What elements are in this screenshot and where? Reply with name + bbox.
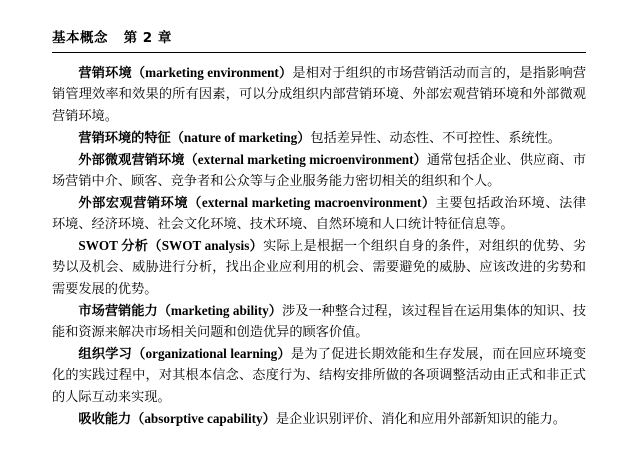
term-label: 市场营销能力 (78, 302, 158, 318)
term-english: （SWOT analysis） (148, 238, 264, 253)
definition-paragraph (52, 235, 586, 299)
term-label: 组织学习 (78, 345, 133, 361)
term-english: （marketing ability） (157, 302, 283, 318)
definition-paragraph (52, 343, 586, 407)
term-body: 是相对于组织的市场营销活动而言的，是指影响营销管理效率和效果的所有因素，可以分成组织内部营销环境、外部宏观营销环境和外部微观营销环境。 (52, 65, 587, 123)
term-body: 是为了促进长期效能和生存发展，而在回应环境变化的实践过程中，对其根本信念、态度行为、结构安排所做的各项调整活动由正式和非正式的人际互动来实现。 (52, 345, 587, 404)
term-english: （organizational learning） (132, 345, 291, 361)
term-body: 主要包括政治环境、法律环境、经济环境、社会文化环境、技术环境、自然环境和人口统计特征信息等。 (52, 194, 587, 232)
term-label: 吸收能力 (78, 410, 132, 426)
definition-paragraph (52, 408, 586, 429)
term-label: 营销环境 (78, 65, 132, 80)
term-label: SWOT 分析 (78, 238, 149, 253)
term-english: （external marketing macroenvironment） (188, 194, 436, 210)
term-english: （marketing environment） (131, 65, 293, 80)
term-label: 外部宏观营销环境 (78, 194, 189, 210)
page-title: 基本概念 第 2 章 (52, 30, 172, 46)
term-english: （nature of marketing） (170, 129, 311, 145)
term-body: 通常包括企业、供应商、市场营销中介、顾客、竞争者和公众等与企业服务能力密切相关的组织和个人。 (52, 151, 586, 188)
definition-paragraph (52, 127, 586, 148)
term-body: 包括差异性、动态性、不可控性、系统性。 (310, 129, 561, 145)
definition-paragraph (52, 300, 586, 343)
definition-paragraph (52, 149, 586, 192)
term-body: 涉及一种整合过程，该过程旨在运用集体的知识、技能和资源来解决市场相关问题和创造优异的顾客价值。 (52, 302, 587, 339)
definition-paragraph (52, 62, 586, 126)
term-body: 是企业识别评价、消化和应用外部新知识的能力。 (275, 410, 566, 426)
term-english: （external marketing microenvironment） (184, 151, 427, 167)
term-body: 实际上是根据一个组织自身的条件，对组织的优势、劣势以及机会、威胁进行分析，找出企业应利用的机会、需要避免的威胁、应该改进的劣势和需要发展的优势。 (52, 238, 587, 296)
term-label: 外部微观营销环境 (78, 151, 185, 167)
term-label: 营销环境的特征 (78, 129, 171, 145)
term-english: （absorptive capability） (131, 410, 276, 426)
definition-paragraph (52, 192, 586, 235)
heading-divider (52, 52, 586, 53)
